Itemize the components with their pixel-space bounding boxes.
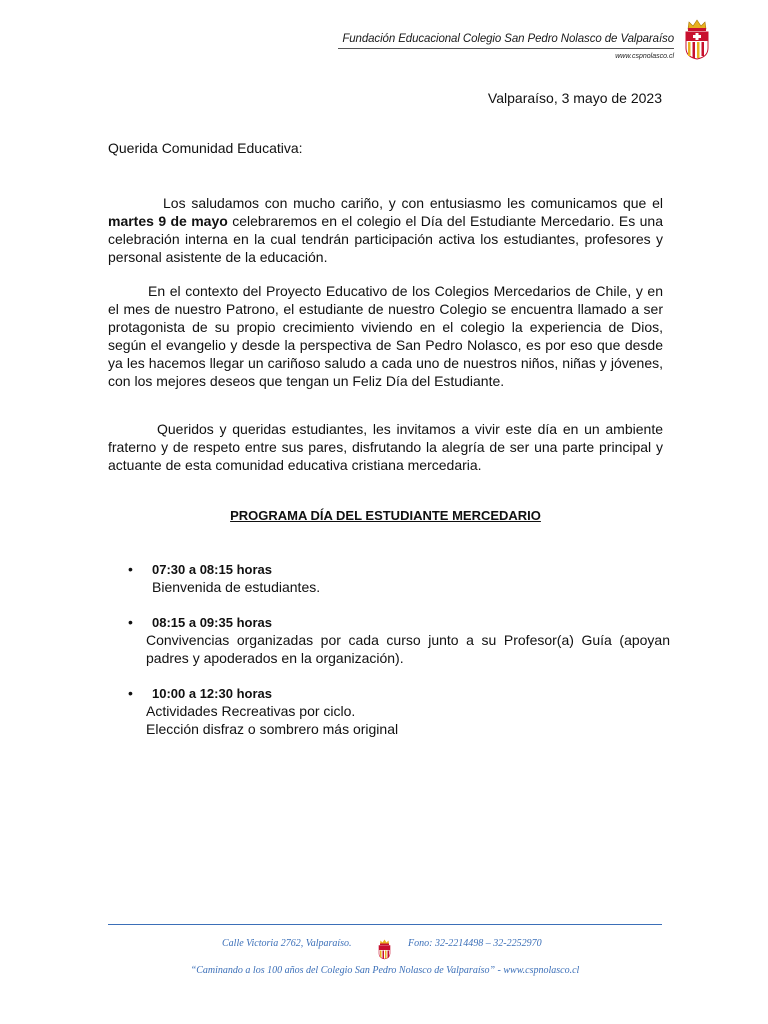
bullet-icon: • <box>128 685 133 701</box>
footer-crest-icon <box>378 938 391 960</box>
program-item-time: 08:15 a 09:35 horas <box>152 615 272 630</box>
event-date-highlight: martes 9 de mayo <box>108 213 228 229</box>
program-item-desc: Actividades Recreativas por ciclo. <box>146 703 356 719</box>
header-divider <box>338 48 674 49</box>
p1-text-end: celebraremos en el colegio el Día del Estudiante Mercedario. Es una celebración interna en la cual tendrán participación activa los estudiantes, profesores y personal asistente de la educación. <box>108 213 663 265</box>
program-item-desc: Bienvenida de estudiantes. <box>152 579 321 595</box>
paragraph-context: En el contexto del Proyecto Educativo de los Colegios Mercedarios de Chile, y en el mes de nuestro Patrono, el estudiante de nuestro Colegio se encuentra llamado a ser protagonista de su propio crecimiento viviendo en el colegio la experiencia de Dios, según el evangelio y desde la perspectiva de San Pedro Nolasco, es por eso que desde ya les hacemos llegar un cariñoso saludo a cada uno de nuestros niños, niñas y jóvenes, con los mejores deseos que tengan un Feliz Día del Estudiante. <box>108 283 663 389</box>
footer-motto: “Caminando a los 100 años del Colegio San Pedro Nolasco de Valparaíso” - www.cspnolasco.cl <box>190 965 580 976</box>
bullet-icon: • <box>128 561 133 577</box>
program-item-time: 07:30 a 08:15 horas <box>152 562 272 577</box>
paragraph-students: Queridos y queridas estudiantes, les invitamos a vivir este día en un ambiente fraterno y de respeto entre sus pares, disfrutando la alegría de ser una parte principal y actuante de esta comunidad educativa cristiana mercedaria. <box>108 421 663 473</box>
paragraph-invitation <box>108 194 663 266</box>
header-website: www.cspnolasco.cl <box>615 53 674 60</box>
bullet-icon: • <box>128 614 133 630</box>
program-item-time: 10:00 a 12:30 horas <box>152 686 272 701</box>
program-item-desc: Convivencias organizadas por cada curso junto a su Profesor(a) Guía (apoyan padres y apoderados en la organización). <box>146 632 670 666</box>
footer-address: Calle Victoria 2762, Valparaíso. <box>222 938 352 949</box>
footer-divider <box>108 924 662 925</box>
program-title: PROGRAMA DÍA DEL ESTUDIANTE MERCEDARIO <box>230 508 541 523</box>
institution-name: Fundación Educacional Colegio San Pedro Nolasco de Valparaíso <box>342 33 674 45</box>
letter-date: Valparaíso, 3 mayo de 2023 <box>487 90 662 106</box>
letter-greeting: Querida Comunidad Educativa: <box>108 140 303 156</box>
school-crest-icon <box>684 18 710 60</box>
program-item-desc: Elección disfraz o sombrero más original <box>146 721 399 737</box>
footer-phone: Fono: 32-2214498 – 32-2252970 <box>408 938 542 949</box>
p1-text-start: Los saludamos con mucho cariño, y con entusiasmo les comunicamos que el <box>163 195 663 211</box>
